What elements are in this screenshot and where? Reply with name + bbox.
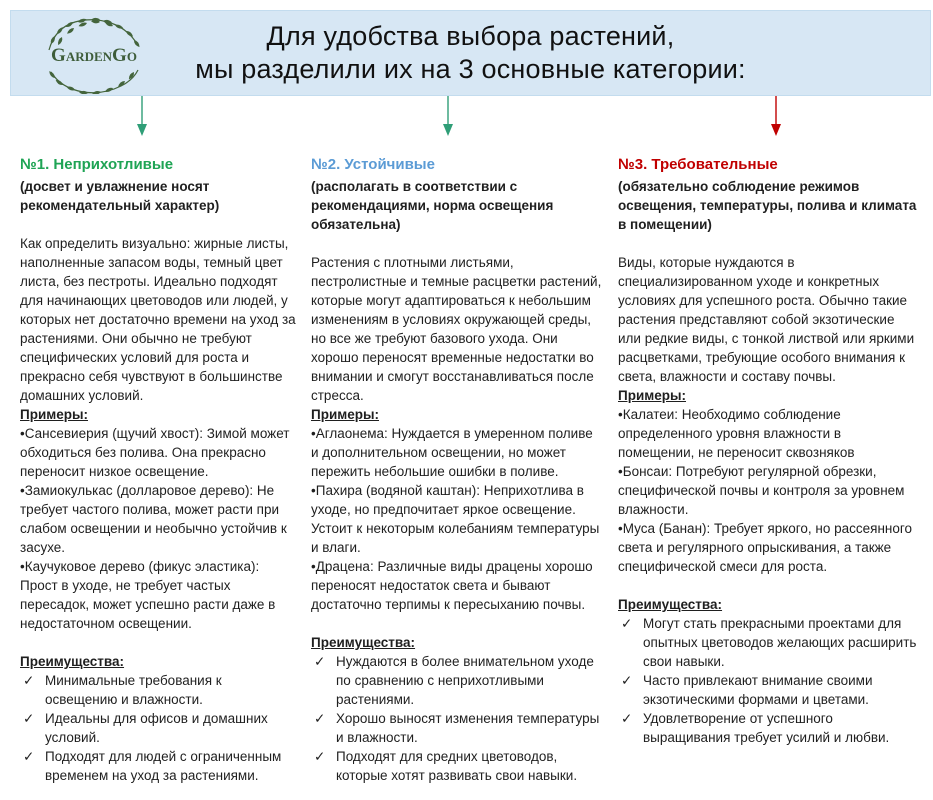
- advantage-item: ✓ Удовлетворение от успешного выращивания требует усилий и любви.: [618, 709, 918, 747]
- page-title-line1: Для удобства выбора растений,: [266, 21, 675, 51]
- page-title-line2: мы разделили их на 3 основные категории:: [195, 54, 746, 84]
- header-banner: [10, 10, 931, 96]
- down-arrow-icon: [770, 96, 782, 136]
- page-title: [195, 20, 746, 86]
- examples-list: [311, 424, 603, 614]
- category-subtitle: (обязательно соблюдение режимов освещения, температуры, полива и климата в помещении): [618, 179, 917, 232]
- gardengo-logo: [35, 14, 153, 94]
- advantages-label: Преимущества:: [311, 635, 416, 650]
- category-heading: №3. Требовательные: [618, 156, 778, 173]
- examples-list: [20, 424, 296, 633]
- examples-label: Примеры:: [20, 407, 89, 422]
- category-heading: №2. Устойчивые: [311, 156, 435, 173]
- advantage-item: ✓ Подходят для средних цветоводов, которые хотят развивать свои навыки.: [311, 747, 603, 785]
- examples-label: Примеры:: [311, 407, 380, 422]
- advantage-item: ✓ Хорошо выносят изменения температуры и влажности.: [311, 709, 603, 747]
- examples-list: [618, 405, 918, 576]
- example-item: • Сансевиерия (щучий хвост): Зимой может обходиться без полива. Она прекрасно переносит низкое освещение.: [20, 424, 296, 481]
- advantages-label: Преимущества:: [618, 597, 723, 612]
- category-description: Как определить визуально: жирные листы, наполненные запасом воды, темный цвет листа, без пестроты. Идеально подходят для начинающих цветоводов или людей, у которых нет достаточно времени на уход за растениями. Они обычно не требуют специфических условий для роста и прекрасно себя чувствуют в большинстве домашних условий.: [20, 236, 296, 403]
- down-arrow-icon: [442, 96, 454, 136]
- advantage-item: ✓ Нуждаются в более внимательном уходе по сравнению с неприхотливыми растениями.: [311, 652, 603, 709]
- advantages-list: [311, 652, 603, 785]
- category-description: Растения с плотными листьями, пестролистные и темные расцветки растений, которые могут адаптироваться к небольшим изменениям в условиях окружающей среды, но все же требуют базового ухода. Они хорошо переносят временные недостатки во внимании и смогут восстанавливаться после стресса.: [311, 255, 602, 403]
- example-item: • Калатеи: Необходимо соблюдение определенного уровня влажности в помещении, не переносит сквозняков: [618, 405, 918, 462]
- advantage-item: ✓ Часто привлекают внимание своими экзотическими формами и цветами.: [618, 671, 918, 709]
- advantage-item: ✓ Идеальны для офисов и домашних условий.: [20, 709, 296, 747]
- down-arrow-icon: [136, 96, 148, 136]
- example-item: • Аглаонема: Нуждается в умеренном поливе и дополнительном освещении, но может пережить небольшие ошибки в поливе.: [311, 424, 603, 481]
- advantage-item: ✓ Могут стать прекрасными проектами для опытных цветоводов желающих расширить свои навыки.: [618, 614, 918, 671]
- logo-text: GardenGo: [51, 45, 137, 66]
- example-item: • Бонсаи: Потребуют регулярной обрезки, специфической почвы и контроля за уровнем влажности.: [618, 462, 918, 519]
- category-column-unpretentious: [20, 155, 296, 785]
- example-item: • Драцена: Различные виды драцены хорошо переносят недостаток света и бывают достаточно терпимы к пересыханию почвы.: [311, 557, 603, 614]
- category-subtitle: (располагать в соответствии с рекомендациями, норма освещения обязательна): [311, 179, 554, 232]
- advantage-item: ✓ Подходят для людей с ограниченным временем на уход за растениями.: [20, 747, 296, 785]
- examples-label: Примеры:: [618, 388, 687, 403]
- example-item: • Каучуковое дерево (фикус эластика): Прост в уходе, не требует частых пересадок, может успешно расти даже в недостаточном освещении.: [20, 557, 296, 633]
- advantages-list: [20, 671, 296, 785]
- advantage-item: ✓ Минимальные требования к освещению и влажности.: [20, 671, 296, 709]
- category-description: Виды, которые нуждаются в специализированном уходе и конкретных условиях для успешного роста. Обычно такие растения представляют собой экзотические или редкие виды, с тонкой листвой или яркими расцветками, требующие особого внимания к света, влажности и составу почвы.: [618, 255, 915, 384]
- example-item: • Пахира (водяной каштан): Неприхотлива в уходе, но предпочитает яркое освещение. Устоит к некоторым колебаниям температуры и влаги.: [311, 481, 603, 557]
- category-column-demanding: [618, 155, 918, 785]
- category-subtitle: (досвет и увлажнение носят рекомендательный характер): [20, 179, 220, 213]
- category-heading: №1. Неприхотливые: [20, 156, 174, 173]
- example-item: • Замиокулькас (долларовое дерево): Не требует частого полива, может расти при слабом освещении и необычно устойчив к засухе.: [20, 481, 296, 557]
- example-item: • Муса (Банан): Требует яркого, но рассеянного света и регулярного опрыскивания, а также специфической смеси для роста.: [618, 519, 918, 576]
- category-column-resilient: [311, 155, 603, 785]
- advantages-label: Преимущества:: [20, 654, 125, 669]
- laurel-wreath-icon: [35, 14, 153, 94]
- advantages-list: [618, 614, 918, 747]
- categories-columns: [20, 155, 918, 785]
